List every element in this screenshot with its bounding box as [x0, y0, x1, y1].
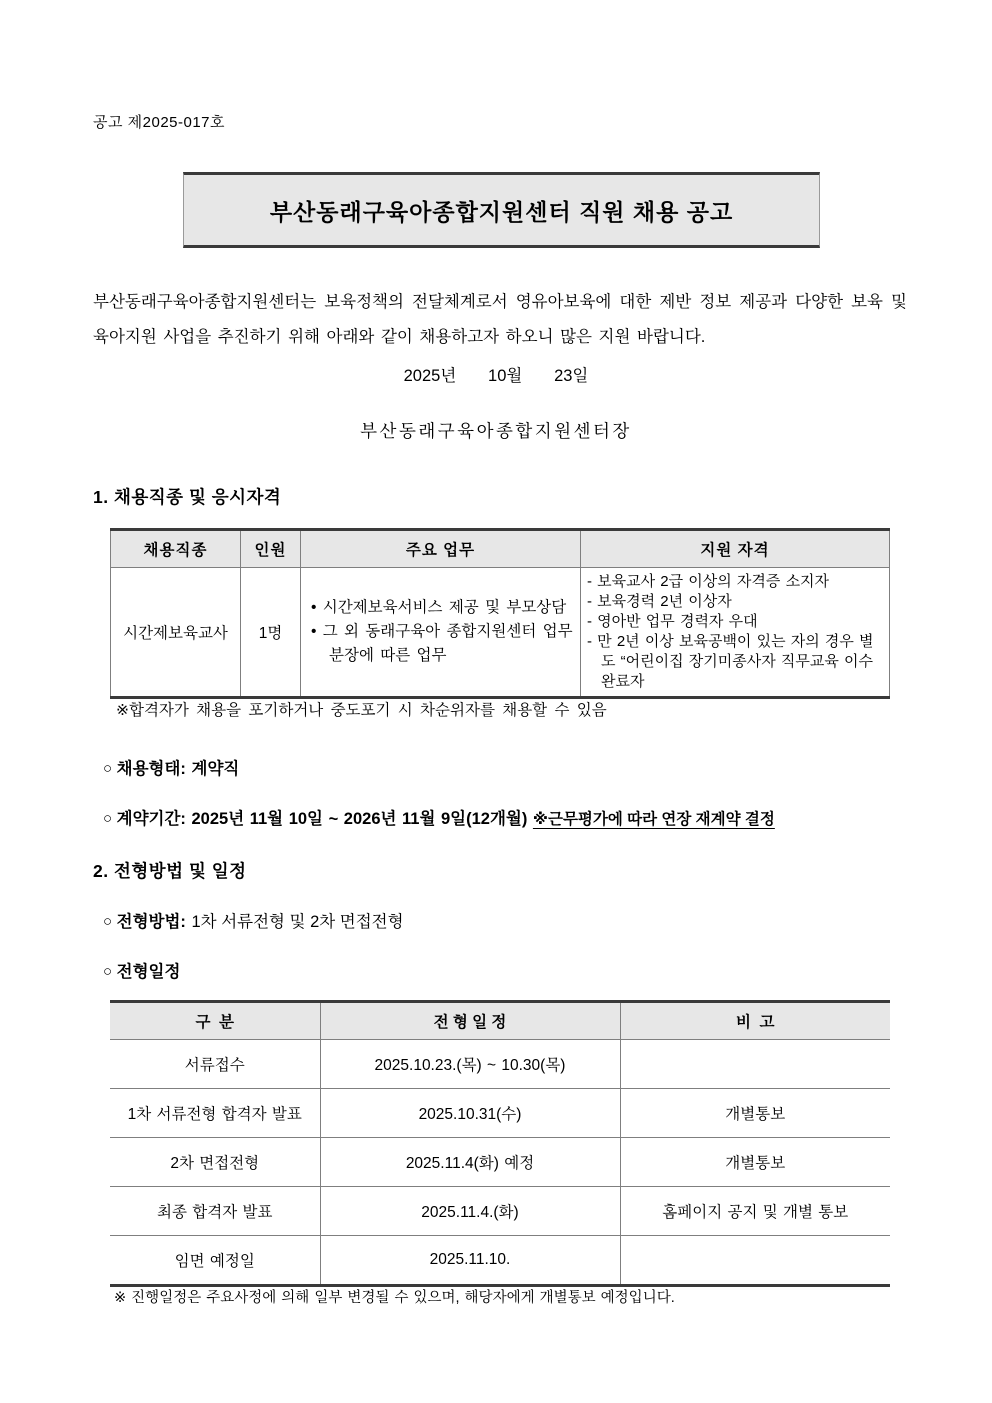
- schedule-table-row: [110, 1138, 890, 1187]
- header-remarks: 비 고: [620, 1002, 890, 1040]
- qualification-item: - 만 2년 이상 보육공백이 있는 자의 경우 별도 “어린이집 장기미종사자 직무교육 이수 완료자: [587, 633, 874, 690]
- qualification-item: - 보육교사 2급 이상의 자격증 소지자: [587, 573, 830, 590]
- circle-bullet-icon: ○: [103, 760, 113, 777]
- contract-renewal-note: ※근무평가에 따라 연장 재계약 결정: [532, 811, 775, 828]
- recruitment-table-note: ※합격자가 채용을 포기하거나 중도포기 시 차순위자를 채용할 수 있음: [116, 702, 607, 719]
- recruitment-table-header-row: [111, 530, 890, 568]
- schedule-table-row: [110, 1089, 890, 1138]
- qualifications-cell: [581, 568, 890, 698]
- remarks-cell: 개별통보: [620, 1138, 890, 1187]
- recruitment-table-row: [111, 568, 890, 698]
- category-cell: 임면 예정일: [110, 1236, 320, 1286]
- page-title: 부산동래구육아종합지원센터 직원 채용 공고: [269, 198, 734, 225]
- duty-item: • 시간제보육서비스 제공 및 부모상담: [311, 599, 567, 616]
- schedule-cell: 2025.10.31(수): [320, 1089, 620, 1138]
- header-category: 구 분: [110, 1002, 320, 1040]
- recruitment-table: [110, 528, 890, 699]
- header-qualifications: 지원 자격: [581, 530, 890, 568]
- selection-method-value: 1차 서류전형 및 2차 면접전형: [191, 913, 404, 931]
- intro-paragraph: 부산동래구육아종합지원센터는 보육정책의 전달체계로서 영유아보육에 대한 제반 정보 제공과 다양한 보육 및 육아지원 사업을 추진하기 위해 아래와 같이 채용하고자 하오니 많은 지원 바랍니다.: [93, 292, 907, 346]
- contract-period-value: 2025년 11월 10일 ~ 2026년 11월 9일(12개월): [191, 810, 533, 828]
- employment-type-value: 계약직: [191, 760, 240, 778]
- schedule-cell: 2025.11.10.: [320, 1236, 620, 1286]
- employment-type-line: [103, 755, 239, 779]
- schedule-cell: 2025.11.4(화) 예정: [320, 1138, 620, 1187]
- schedule-table-row: [110, 1187, 890, 1236]
- issue-date: 2025년 10월 23일: [403, 367, 589, 385]
- schedule-table-header-row: [110, 1002, 890, 1040]
- header-schedule: 전 형 일 정: [320, 1002, 620, 1040]
- title-box: [183, 172, 820, 248]
- section1-heading: 1. 채용직종 및 응시자격: [93, 487, 282, 507]
- schedule-table-row: [110, 1236, 890, 1286]
- schedule-table: [110, 1000, 890, 1287]
- remarks-cell: [620, 1236, 890, 1286]
- duties-cell: [301, 568, 581, 698]
- header-headcount: 인원: [241, 530, 301, 568]
- category-cell: 서류접수: [110, 1040, 320, 1089]
- remarks-cell: 홈페이지 공지 및 개별 통보: [620, 1187, 890, 1236]
- selection-method-line: [103, 908, 404, 932]
- header-job-type: 채용직종: [111, 530, 241, 568]
- headcount-cell: 1명: [241, 568, 301, 698]
- employment-type-label: 채용형태:: [116, 760, 192, 778]
- schedule-label-line: [103, 958, 180, 982]
- job-type-cell: 시간제보육교사: [111, 568, 241, 698]
- schedule-cell: 2025.10.23.(목) ~ 10.30(목): [320, 1040, 620, 1089]
- circle-bullet-icon: ○: [103, 963, 113, 980]
- schedule-table-row: [110, 1040, 890, 1089]
- schedule-label: 전형일정: [116, 963, 181, 981]
- schedule-note: ※ 진행일정은 주요사정에 의해 일부 변경될 수 있으며, 해당자에게 개별통보 예정입니다.: [114, 1290, 675, 1306]
- qualification-item: - 영아반 업무 경력자 우대: [587, 613, 758, 630]
- issuer-name: 부산동래구육아종합지원센터장: [360, 421, 632, 441]
- circle-bullet-icon: ○: [103, 810, 113, 827]
- circle-bullet-icon: ○: [103, 913, 113, 930]
- schedule-cell: 2025.11.4.(화): [320, 1187, 620, 1236]
- category-cell: 최종 합격자 발표: [110, 1187, 320, 1236]
- doc-number: 공고 제2025-017호: [93, 114, 226, 131]
- header-duties: 주요 업무: [301, 530, 581, 568]
- selection-method-label: 전형방법:: [116, 913, 192, 931]
- contract-period-label: 계약기간:: [116, 810, 192, 828]
- section2-heading: 2. 전형방법 및 일정: [93, 861, 247, 881]
- remarks-cell: [620, 1040, 890, 1089]
- qualification-item: - 보육경력 2년 이상자: [587, 593, 732, 610]
- contract-period-line: [103, 805, 775, 829]
- category-cell: 2차 면접전형: [110, 1138, 320, 1187]
- duty-item: • 그 외 동래구육아 종합지원센터 업무 분장에 따른 업무: [311, 623, 573, 664]
- remarks-cell: 개별통보: [620, 1089, 890, 1138]
- category-cell: 1차 서류전형 합격자 발표: [110, 1089, 320, 1138]
